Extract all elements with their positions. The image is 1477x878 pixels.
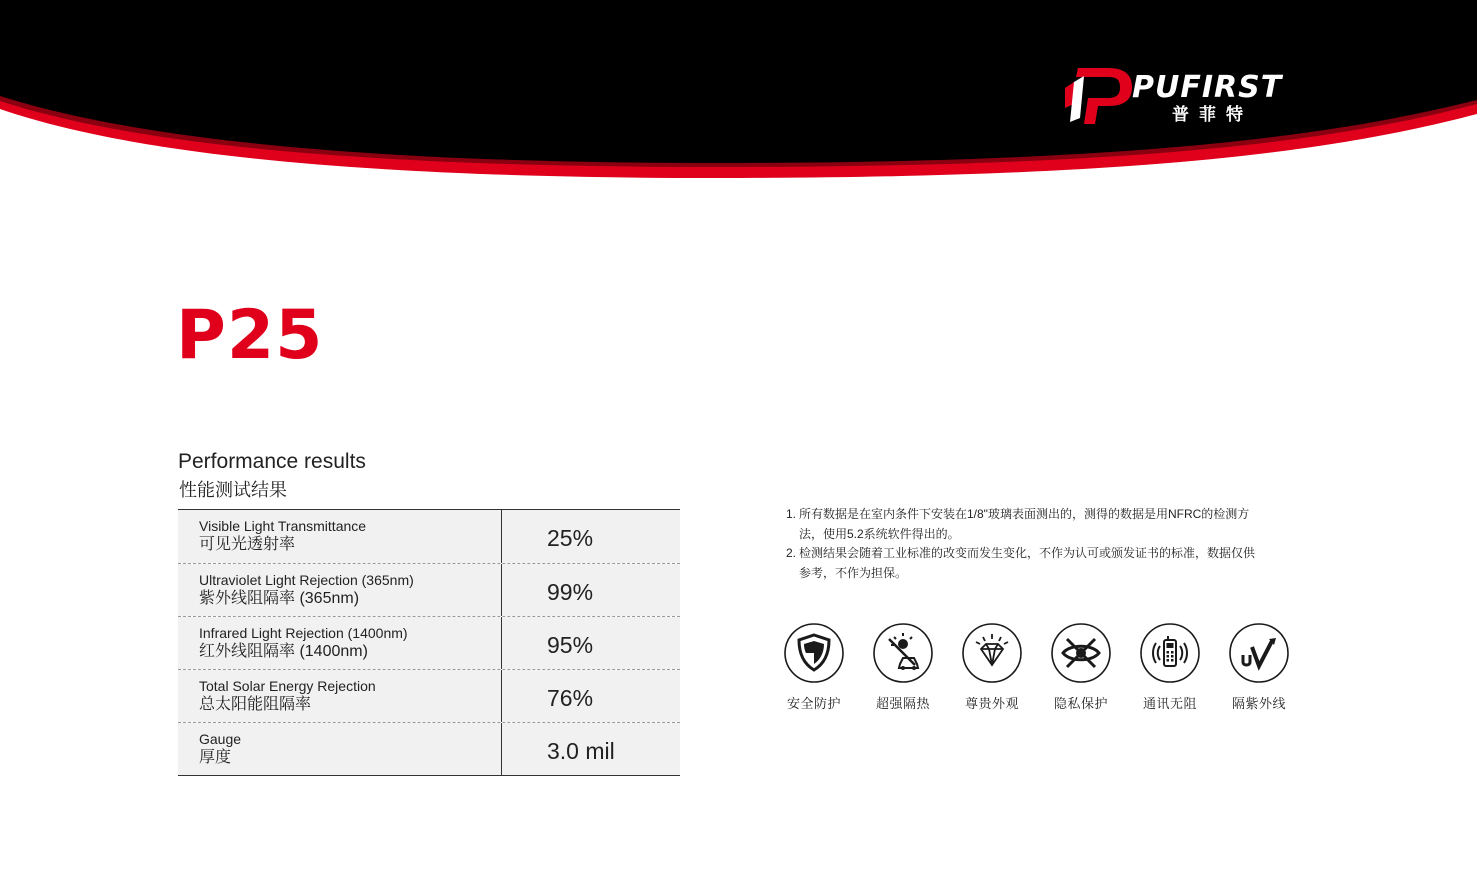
performance-heading-cn: 性能测试结果 [179,480,287,500]
performance-table [178,509,680,776]
row-label-cn: 总太阳能阻隔率 [199,695,312,713]
row-label [178,670,502,722]
note-line: 参考，不作为担保。 [799,565,908,580]
table-row [178,669,680,722]
feature-uv [1224,622,1294,712]
feature-label: 隐私保护 [1053,696,1108,711]
feature-heat [868,622,938,712]
row-label-cn: 厚度 [199,748,232,766]
feature-label: 通讯无阻 [1142,696,1197,711]
note-line: 法，使用5.2系统软件得出的。 [799,526,960,541]
signal-phone-icon [1139,622,1201,684]
table-row [178,563,680,616]
note-number: 2. [786,546,797,560]
row-value: 3.0 mil [502,723,680,775]
note-item [786,505,1286,544]
feature-label: 尊贵外观 [964,696,1019,711]
row-label-en: Visible Light Transmittance [199,518,367,534]
feature-appearance [957,622,1027,712]
note-line: 检测结果会随着工业标准的改变而发生变化，不作为认可或颁发证书的标准，数据仅供 [799,546,1256,560]
note-item [786,544,1286,583]
table-row [178,616,680,669]
row-label-en: Gauge [199,730,242,747]
feature-label: 安全防护 [786,696,841,711]
uv-icon [1228,622,1290,684]
row-label-en: Ultraviolet Light Rejection (365nm) [199,571,414,588]
row-value: 76% [502,670,680,722]
table-row [178,722,680,775]
feature-privacy [1046,622,1116,712]
table-row [178,510,680,563]
note-text [799,505,1249,544]
feature-label: 隔紫外线 [1231,696,1286,711]
product-title: P25 [176,296,324,375]
row-label [178,723,502,775]
feature-icons [782,622,1302,722]
row-value: 99% [502,564,680,616]
row-value: 95% [502,617,680,669]
row-label-en: Total Solar Energy Rejection [199,677,376,694]
feature-label: 超强隔热 [875,696,930,711]
note-line: 所有数据是在室内条件下安装在1/8"玻璃表面测出的，测得的数据是用NFRC的检测方 [799,507,1250,521]
row-label-cn: 紫外线阻隔率 (365nm) [199,589,360,607]
note-text [799,544,1255,583]
note-number: 1. [786,507,797,521]
sun-heat-icon [872,622,934,684]
row-label-en: Infrared Light Rejection (1400nm) [199,624,408,641]
brand-name-cn: 普菲特 [1172,105,1253,125]
diamond-icon [961,622,1023,684]
feature-signal [1135,622,1205,712]
row-label [178,617,502,669]
performance-heading-en: Performance results [178,450,366,473]
row-label-cn: 红外线阻隔率 (1400nm) [199,642,368,660]
shield-icon [783,622,845,684]
row-label [178,564,502,616]
row-label-cn: 可见光透射率 [199,536,296,553]
privacy-eye-icon [1050,622,1112,684]
brand-name-en: PUFIRST [1132,70,1283,105]
feature-safety [779,622,849,712]
row-label [178,510,502,563]
row-value: 25% [502,510,680,563]
notes [786,505,1286,583]
